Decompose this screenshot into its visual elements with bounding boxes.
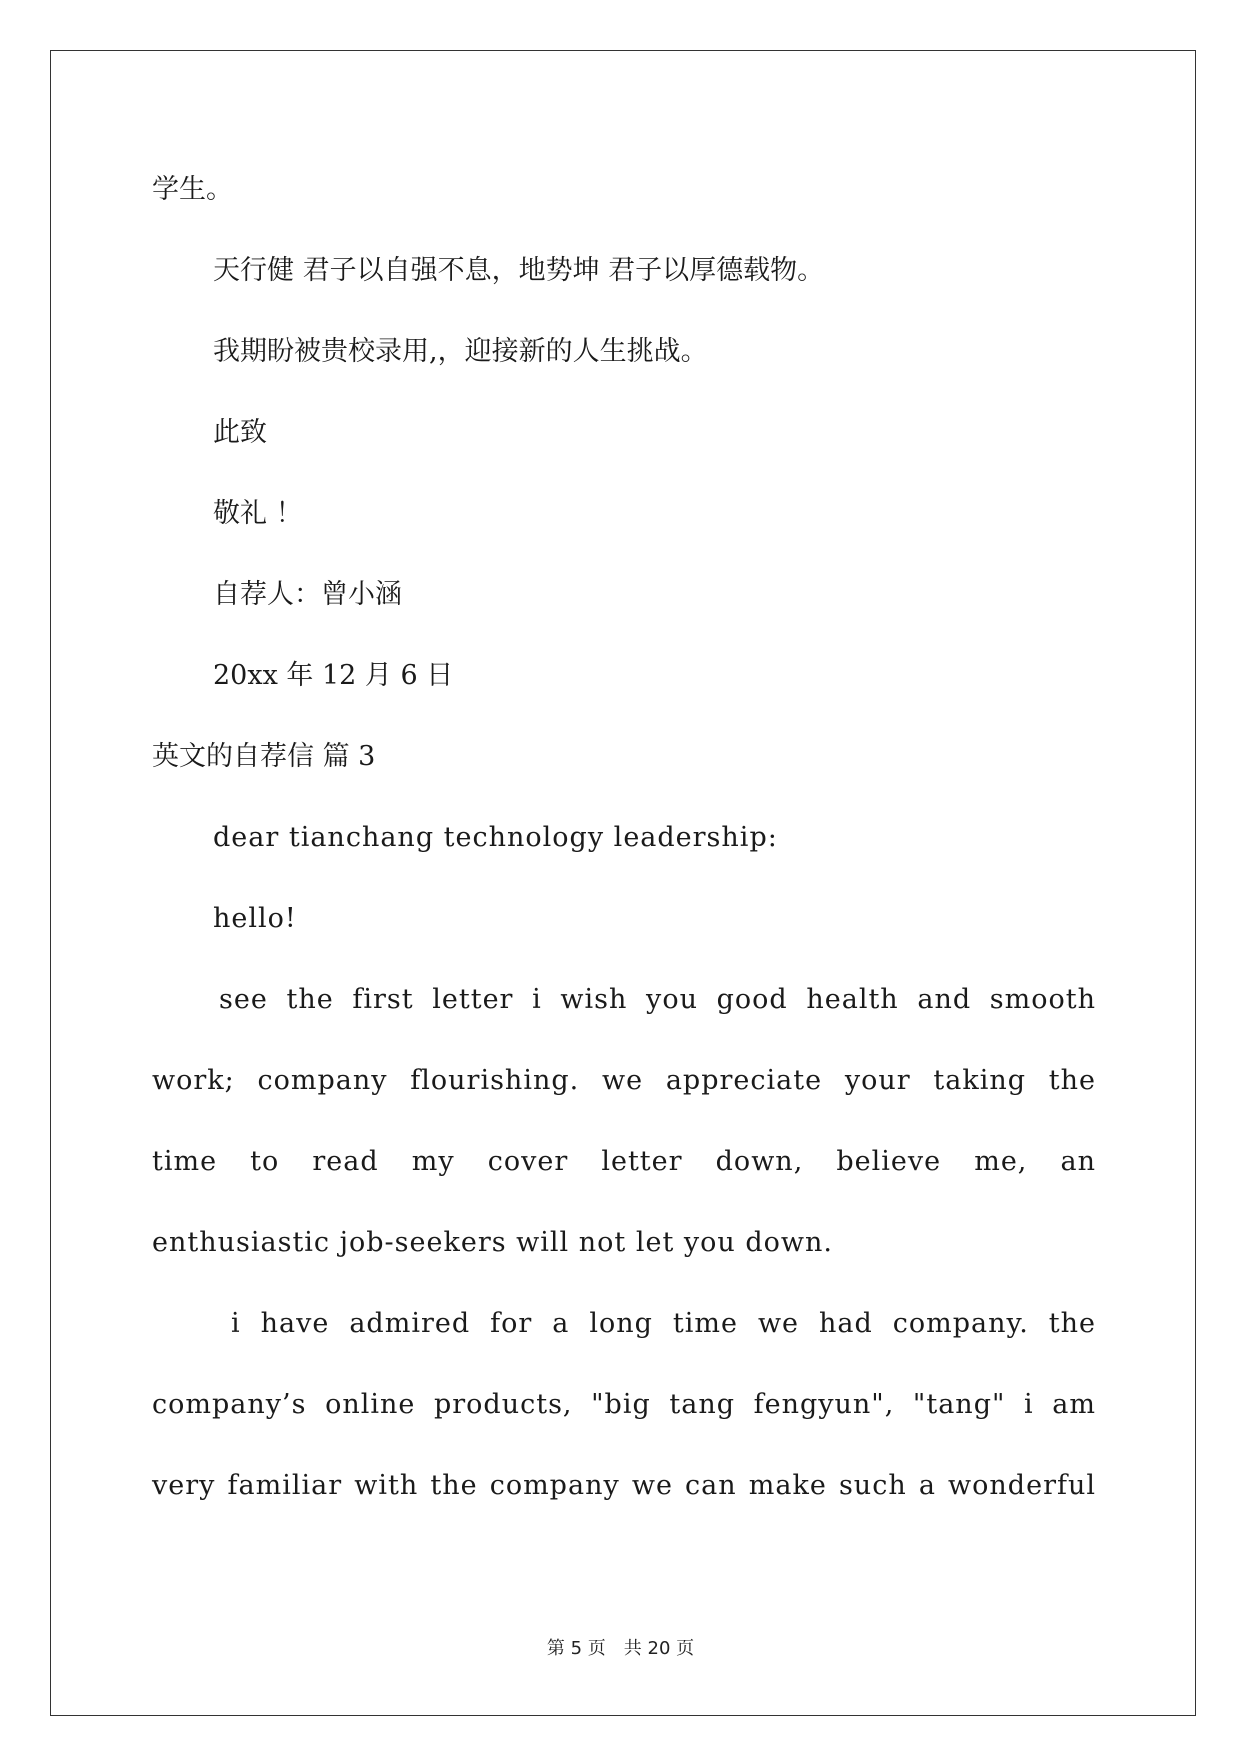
section-heading: 英文的自荐信 篇 3: [152, 741, 376, 772]
page-footer: [0, 1634, 1241, 1660]
paragraph-line: time to read my cover letter down, believe me, an: [152, 1146, 1096, 1177]
letter-greeting: dear tianchang technology leadership:: [213, 822, 778, 853]
paragraph-line: very familiar with the company we can make such a wonderful: [152, 1470, 1096, 1501]
letter-hello: hello!: [213, 903, 297, 934]
paragraph-line: i have admired for a long time we had company. the: [231, 1308, 1096, 1339]
paragraph-line: enthusiastic job-seekers will not let you down.: [152, 1227, 833, 1258]
paragraph-line: company’s online products, "big tang fengyun", "tang" i am: [152, 1389, 1096, 1420]
page-border: [50, 50, 1196, 1716]
signature-line: 自荐人：曾小涵: [213, 579, 402, 610]
salutation-respect: 敬礼 ！: [213, 498, 303, 529]
paragraph-line: see the first letter i wish you good health and smooth: [219, 984, 1096, 1015]
text-line: 学生。: [152, 174, 233, 205]
text-line: 天行健 君子以自强不息，地势坤 君子以厚德载物。: [213, 255, 825, 286]
paragraph-line: work; company flourishing. we appreciate your taking the: [152, 1065, 1096, 1096]
page-total: 共 20 页: [623, 1638, 695, 1659]
date-line: 20xx 年 12 月 6 日: [213, 660, 454, 691]
page-number: 第 5 页: [546, 1638, 606, 1659]
text-line: 我期盼被贵校录用,，迎接新的人生挑战。: [213, 336, 708, 367]
salutation-closing: 此致: [213, 417, 267, 448]
